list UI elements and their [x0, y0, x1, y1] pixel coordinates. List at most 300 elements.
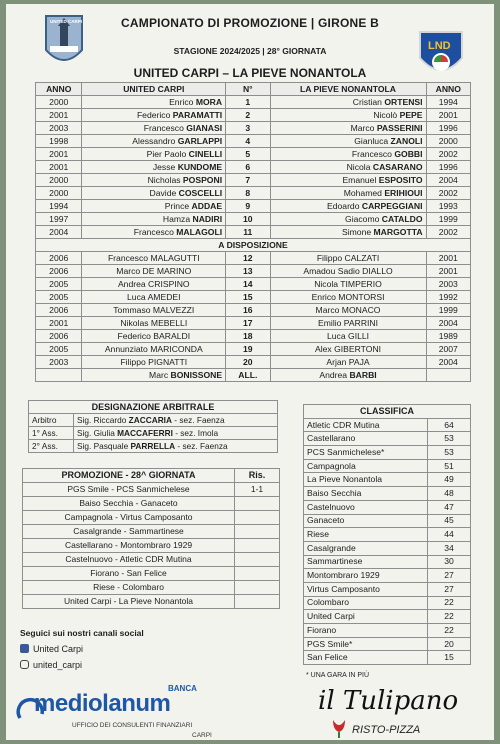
shirt-number: 15 [226, 291, 270, 304]
standings-team: Fiorano [304, 624, 428, 638]
standings-points: 53 [428, 446, 471, 460]
standings-team: Sammartinese [304, 555, 428, 569]
right-logo-text: LND [428, 40, 451, 52]
home-sub-player: Annunziato MARICONDA [82, 343, 226, 356]
standings-row [304, 637, 471, 651]
away-player [270, 187, 426, 200]
away-player-year: 2002 [426, 148, 470, 161]
standings-team: Campagnola [304, 459, 428, 473]
home-player-year: 2000 [36, 174, 82, 187]
standings-row [304, 624, 471, 638]
standings-points: 34 [428, 541, 471, 555]
referees-title-row [29, 401, 278, 414]
header-anno-2: ANNO [426, 83, 470, 96]
away-player-lastname: CARPEGGIANI [361, 200, 423, 211]
away-player-year: 2000 [426, 135, 470, 148]
away-sub-year: 2007 [426, 343, 470, 356]
away-player [270, 122, 426, 135]
standings-points: 20 [428, 637, 471, 651]
home-player [82, 122, 226, 135]
home-sub-player: Tommaso MALVEZZI [82, 304, 226, 317]
away-player-firstname: Cristian [352, 96, 385, 107]
tulipano-brand: il Tulipano [318, 686, 459, 716]
away-player-year: 2002 [426, 226, 470, 239]
standings-team: Castellarano [304, 432, 428, 446]
lineup-header-row [36, 83, 471, 96]
standings-row [304, 500, 471, 514]
away-player [270, 174, 426, 187]
standings-points: 22 [428, 596, 471, 610]
home-player-lastname: PARAMATTI [172, 109, 223, 120]
shirt-number: 18 [226, 330, 270, 343]
standings-points: 51 [428, 459, 471, 473]
round-result [235, 511, 280, 525]
standings-row [304, 528, 471, 542]
home-sub-year: 2005 [36, 291, 82, 304]
away-player-lastname: CASARANO [372, 161, 423, 172]
standings-team: Montombraro 1929 [304, 569, 428, 583]
home-sub-year: 2006 [36, 330, 82, 343]
shirt-number: 10 [226, 213, 270, 226]
standings-points: 15 [428, 651, 471, 665]
bench-title: A DISPOSIZIONE [36, 239, 471, 252]
home-player-lastname: COSCELLI [178, 187, 223, 198]
starter-row [36, 213, 471, 226]
standings-team: Ganaceto [304, 514, 428, 528]
away-player [270, 226, 426, 239]
home-player-firstname: Prince [164, 200, 192, 211]
standings-row [304, 514, 471, 528]
header-away-team: LA PIEVE NONANTOLA [270, 83, 426, 96]
referee-lastname: MACCAFERRI [117, 427, 173, 438]
facebook-row[interactable] [20, 644, 83, 654]
home-player [82, 161, 226, 174]
home-player-year: 2003 [36, 122, 82, 135]
standings-team: Castelnuovo [304, 500, 428, 514]
shirt-number: 20 [226, 356, 270, 369]
home-sub-player: Francesco MALAGUTTI [82, 252, 226, 265]
home-player [82, 96, 226, 109]
home-player-year: 2000 [36, 187, 82, 200]
home-player-year: 1997 [36, 213, 82, 226]
round-match: Castelnuovo - Atletic CDR Mutina [23, 553, 235, 567]
round-match: PGS Smile - PCS Sanmichelese [23, 483, 235, 497]
away-sub-player: Luca GILLI [270, 330, 426, 343]
standings-row [304, 596, 471, 610]
shirt-number: 12 [226, 252, 270, 265]
home-sub-player: Luca AMEDEI [82, 291, 226, 304]
round-match: United Carpi - La Pieve Nonantola [23, 595, 235, 609]
header-home-team: UNITED CARPI [82, 83, 226, 96]
away-player-lastname: ERIHIOUI [384, 187, 423, 198]
away-player [270, 109, 426, 122]
home-player [82, 226, 226, 239]
bench-row [36, 317, 471, 330]
facebook-icon [20, 644, 29, 653]
referee-row [29, 440, 278, 453]
home-player [82, 109, 226, 122]
home-player-lastname: GIANASI [186, 122, 223, 133]
standings-team: Riese [304, 528, 428, 542]
home-player-year: 2001 [36, 161, 82, 174]
standings-row [304, 582, 471, 596]
home-player [82, 148, 226, 161]
away-sub-player: Filippo CALZATI [270, 252, 426, 265]
away-player [270, 161, 426, 174]
home-player-year: 1994 [36, 200, 82, 213]
standings-points: 64 [428, 418, 471, 432]
home-coach-firstname: Marc [149, 369, 171, 380]
instagram-label: united_carpi [33, 660, 83, 670]
referee-section: - sez. Faenza [171, 414, 225, 425]
social-title: Seguici sui nostri canali social [20, 628, 144, 638]
standings-team: Atletic CDR Mutina [304, 418, 428, 432]
away-sub-year: 1992 [426, 291, 470, 304]
round-match: Casalgrande - Sammartinese [23, 525, 235, 539]
shirt-number: 11 [226, 226, 270, 239]
away-coach-lastname: BARBI [349, 369, 377, 380]
round-match-row [23, 553, 280, 567]
round-match-row [23, 567, 280, 581]
away-player-year: 1994 [426, 96, 470, 109]
shirt-number: 19 [226, 343, 270, 356]
bench-row [36, 265, 471, 278]
away-sub-year: 2004 [426, 356, 470, 369]
away-sub-year: 2001 [426, 265, 470, 278]
away-player-firstname: Emanuel [342, 174, 379, 185]
home-player-lastname: MORA [195, 96, 223, 107]
season-label: STAGIONE 2024/2025 | 28° GIORNATA [173, 46, 327, 56]
away-player-year: 1993 [426, 200, 470, 213]
referee-section: - sez. Imola [172, 427, 219, 438]
referee-lastname: PARRELLA [130, 440, 176, 451]
coach-label: ALL. [226, 369, 270, 382]
home-player-firstname: Jesse [152, 161, 178, 172]
mediolanum-sub2: CARPI [192, 732, 212, 739]
home-sub-player: Filippo PIGNATTI [82, 356, 226, 369]
away-player-lastname: ZANOLI [390, 135, 423, 146]
away-player-year: 2001 [426, 109, 470, 122]
referees-title: DESIGNAZIONE ARBITRALE [29, 401, 278, 414]
round-header-row [23, 469, 280, 483]
shirt-number: 6 [226, 161, 270, 174]
facebook-label: United Carpi [33, 644, 84, 654]
round-match: Castellarano - Montombraro 1929 [23, 539, 235, 553]
standings-team: La Pieve Nonantola [304, 473, 428, 487]
standings-row [304, 555, 471, 569]
shirt-number: 16 [226, 304, 270, 317]
referee-section: - sez. Faenza [175, 440, 228, 451]
standings-points: 27 [428, 569, 471, 583]
standings-points: 22 [428, 610, 471, 624]
round-result [235, 525, 280, 539]
standings-row [304, 418, 471, 432]
home-player-year: 2001 [36, 148, 82, 161]
starter-row [36, 174, 471, 187]
home-sub-year: 2006 [36, 304, 82, 317]
away-player-firstname: Mohamed [343, 187, 385, 198]
bench-row [36, 252, 471, 265]
starter-row [36, 148, 471, 161]
standings-row [304, 610, 471, 624]
page [6, 4, 494, 740]
standings-points: 22 [428, 624, 471, 638]
home-sub-player: Nikolas MEBELLI [82, 317, 226, 330]
standings-points: 27 [428, 582, 471, 596]
standings-team: Colombaro [304, 596, 428, 610]
away-player-lastname: CATALDO [381, 213, 423, 224]
left-logo-text: UNITED CARPI [50, 19, 83, 24]
shirt-number: 9 [226, 200, 270, 213]
round-match: Campagnola - Virtus Camposanto [23, 511, 235, 525]
home-sub-year: 2003 [36, 356, 82, 369]
referee-role: 2° Ass. [29, 440, 74, 453]
referee-role: Arbitro [29, 414, 74, 427]
bench-row [36, 291, 471, 304]
round-match: Baiso Secchia - Ganaceto [23, 497, 235, 511]
starter-row [36, 96, 471, 109]
home-player-lastname: NADIRI [192, 213, 223, 224]
away-player-firstname: Francesco [351, 148, 395, 159]
home-player [82, 187, 226, 200]
away-player [270, 96, 426, 109]
standings-team: Virtus Camposanto [304, 582, 428, 596]
away-player-lastname: PEPE [399, 109, 423, 120]
starter-row [36, 122, 471, 135]
home-sub-year: 2005 [36, 343, 82, 356]
shirt-number: 5 [226, 148, 270, 161]
shirt-number: 4 [226, 135, 270, 148]
away-sub-year: 2001 [426, 252, 470, 265]
coach-row [36, 369, 471, 382]
home-player [82, 174, 226, 187]
round-match-row [23, 539, 280, 553]
home-sub-player: Marco DE MARINO [82, 265, 226, 278]
lineup-table [35, 82, 471, 382]
away-sub-player: Alex GIBERTONI [270, 343, 426, 356]
home-coach-lastname: BONISSONE [170, 369, 223, 380]
round-match-row [23, 595, 280, 609]
standings-row [304, 459, 471, 473]
bench-row [36, 278, 471, 291]
away-coach [270, 369, 426, 382]
home-player-firstname: Pier Paolo [146, 148, 189, 159]
shirt-number: 8 [226, 187, 270, 200]
round-result [235, 567, 280, 581]
shirt-number: 1 [226, 96, 270, 109]
home-player-lastname: MALAGOLI [176, 226, 223, 237]
home-player [82, 200, 226, 213]
standings-row [304, 651, 471, 665]
header-anno: ANNO [36, 83, 82, 96]
standings-points: 49 [428, 473, 471, 487]
home-player-lastname: POSPONI [182, 174, 223, 185]
home-player-firstname: Federico [136, 109, 173, 120]
home-sub-year: 2006 [36, 265, 82, 278]
standings-title: CLASSIFICA [304, 405, 471, 419]
away-player-year: 2002 [426, 187, 470, 200]
round-result: 1-1 [235, 483, 280, 497]
standings-row [304, 487, 471, 501]
home-player-lastname: CINELLI [188, 148, 223, 159]
bench-row [36, 330, 471, 343]
away-sub-player: Marco MONACO [270, 304, 426, 317]
shirt-number: 17 [226, 317, 270, 330]
standings-row [304, 446, 471, 460]
starter-row [36, 109, 471, 122]
standings-note: * UNA GARA IN PIÙ [306, 672, 370, 679]
referee-firstname: Sig. Riccardo [77, 414, 129, 425]
referee-name [74, 414, 278, 427]
away-player [270, 148, 426, 161]
round-title: PROMOZIONE - 28^ GIORNATA [23, 469, 235, 483]
home-sub-year: 2001 [36, 317, 82, 330]
round-result [235, 539, 280, 553]
away-player-year: 1996 [426, 161, 470, 174]
round-result [235, 497, 280, 511]
home-player-year: 2001 [36, 109, 82, 122]
referee-name [74, 440, 278, 453]
starter-row [36, 200, 471, 213]
away-player-lastname: ESPOSITO [378, 174, 423, 185]
standings-row [304, 432, 471, 446]
home-sub-year: 2005 [36, 278, 82, 291]
away-sub-player: Arjan PAJA [270, 356, 426, 369]
home-coach [82, 369, 226, 382]
away-player-lastname: MARGOTTA [373, 226, 423, 237]
tulip-flower-icon [330, 718, 348, 738]
away-sub-player: Nicola TIMPERIO [270, 278, 426, 291]
away-player-year: 1996 [426, 122, 470, 135]
home-player-lastname: KUNDOME [177, 161, 223, 172]
mediolanum-banca: BANCA [168, 684, 197, 693]
referees-table [28, 400, 278, 453]
mediolanum-sub1: UFFICIO DEI CONSULENTI FINANZIARI [72, 722, 193, 729]
coach-empty-cell [36, 369, 82, 382]
round-match-row [23, 511, 280, 525]
round-match-row [23, 483, 280, 497]
home-player-firstname: Nicholas [147, 174, 183, 185]
standings-title-row [304, 405, 471, 419]
mediolanum-brand: mediolanum [34, 690, 171, 717]
away-player-lastname: PASSERINI [376, 122, 423, 133]
standings-team: Baiso Secchia [304, 487, 428, 501]
instagram-row[interactable] [20, 660, 82, 670]
shirt-number: 14 [226, 278, 270, 291]
away-sub-year: 1989 [426, 330, 470, 343]
home-player-year: 2004 [36, 226, 82, 239]
round-match-row [23, 525, 280, 539]
home-player [82, 135, 226, 148]
standings-points: 44 [428, 528, 471, 542]
standings-table [303, 404, 471, 665]
home-player-firstname: Francesco [143, 122, 187, 133]
referee-row [29, 427, 278, 440]
referee-firstname: Sig. Giulia [77, 427, 118, 438]
home-sub-player: Andrea CRISPINO [82, 278, 226, 291]
round-match-row [23, 581, 280, 595]
standings-team: San Felice [304, 651, 428, 665]
away-sub-player: Amadou Sadio DIALLO [270, 265, 426, 278]
round-match: Fiorano - San Felice [23, 567, 235, 581]
away-player-firstname: Edoardo [327, 200, 362, 211]
standings-row [304, 541, 471, 555]
standings-team: United Carpi [304, 610, 428, 624]
shirt-number: 3 [226, 122, 270, 135]
round-result [235, 595, 280, 609]
away-sub-player: Enrico MONTORSI [270, 291, 426, 304]
away-player-firstname: Gianluca [354, 135, 391, 146]
home-player-firstname: Hamza [162, 213, 193, 224]
standings-row [304, 569, 471, 583]
shirt-number: 2 [226, 109, 270, 122]
away-sub-year: 2003 [426, 278, 470, 291]
home-sub-year: 2006 [36, 252, 82, 265]
standings-points: 53 [428, 432, 471, 446]
away-player-firstname: Giacomo [345, 213, 382, 224]
round-result [235, 581, 280, 595]
bench-row [36, 304, 471, 317]
away-player-firstname: Nicolò [373, 109, 400, 120]
away-player-lastname: ORTENSI [384, 96, 423, 107]
away-player-firstname: Simone [341, 226, 374, 237]
instagram-icon [20, 660, 29, 669]
home-player-year: 2000 [36, 96, 82, 109]
starter-row [36, 161, 471, 174]
referee-name [74, 427, 278, 440]
round-match-row [23, 497, 280, 511]
round-table [22, 468, 280, 609]
round-result [235, 553, 280, 567]
round-res-header: Ris. [235, 469, 280, 483]
starter-row [36, 187, 471, 200]
match-title: UNITED CARPI – LA PIEVE NONANTOLA [133, 66, 367, 80]
home-sub-player: Federico BARALDI [82, 330, 226, 343]
away-sub-year: 2004 [426, 317, 470, 330]
standings-team: PGS Smile* [304, 637, 428, 651]
away-player-year: 1999 [426, 213, 470, 226]
away-player [270, 213, 426, 226]
standings-points: 30 [428, 555, 471, 569]
tulipano-sub: RISTO-PIZZA [352, 724, 421, 736]
home-player [82, 213, 226, 226]
standings-points: 45 [428, 514, 471, 528]
coach-empty-cell-2 [426, 369, 470, 382]
referee-row [29, 414, 278, 427]
away-player-firstname: Marco [350, 122, 377, 133]
starter-row [36, 135, 471, 148]
home-player-firstname: Francesco [133, 226, 177, 237]
bench-title-row [36, 239, 471, 252]
standings-points: 48 [428, 487, 471, 501]
home-player-firstname: Alessandro [132, 135, 178, 146]
away-coach-firstname: Andrea [319, 369, 350, 380]
round-match: Riese - Colombaro [23, 581, 235, 595]
standings-team: Casalgrande [304, 541, 428, 555]
away-player [270, 200, 426, 213]
referee-role: 1° Ass. [29, 427, 74, 440]
standings-points: 47 [428, 500, 471, 514]
home-player-firstname: Enrico [169, 96, 196, 107]
home-player-year: 1998 [36, 135, 82, 148]
away-player-year: 2004 [426, 174, 470, 187]
header-number: N° [226, 83, 270, 96]
shirt-number: 7 [226, 174, 270, 187]
referee-lastname: ZACCARIA [128, 414, 172, 425]
away-sub-year: 1999 [426, 304, 470, 317]
championship-title: CAMPIONATO DI PROMOZIONE | GIRONE B [121, 16, 379, 30]
standings-team: PCS Sanmichelese* [304, 446, 428, 460]
